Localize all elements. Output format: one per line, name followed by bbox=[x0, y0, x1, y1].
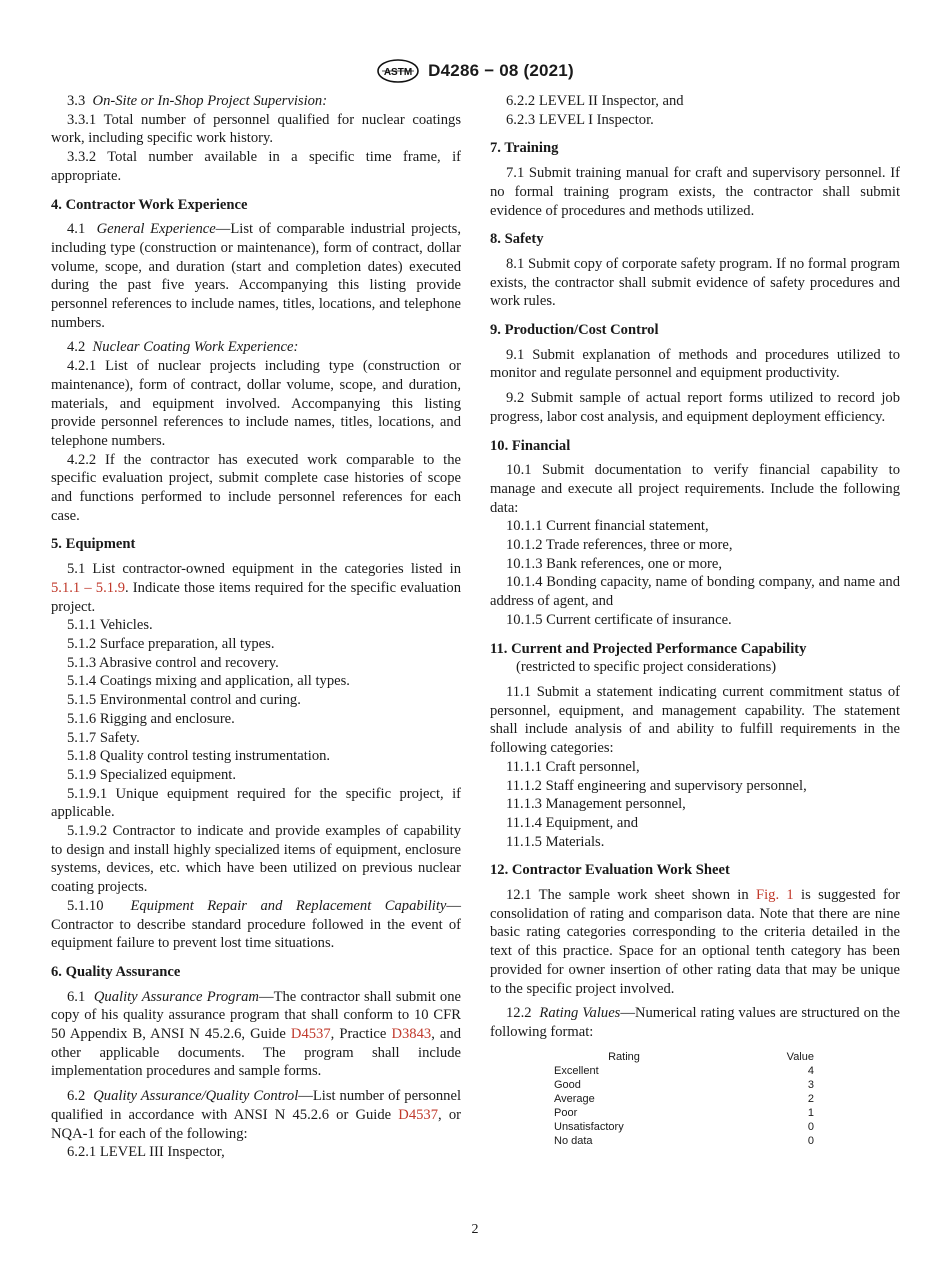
list-item: 5.1.2 Surface preparation, all types. bbox=[67, 635, 275, 652]
rating-cell: No data bbox=[554, 1134, 593, 1147]
section-9-1: 9.1 Submit explanation of methods and procedures utilized to monitor and regulate personnel and equipment productivity. bbox=[490, 346, 900, 382]
section-5-1: 5.1 List contractor-owned equipment in the categories listed in 5.1.1 – 5.1.9. Indicate those items required for the specific evaluation project. bbox=[51, 561, 461, 615]
table-row bbox=[554, 1092, 814, 1106]
section-6-2-2: 6.2.2 LEVEL II Inspector, and bbox=[506, 93, 684, 109]
table-row bbox=[554, 1134, 814, 1148]
section-3-3-2: 3.3.2 Total number available in a specific time frame, if appropriate. bbox=[51, 149, 461, 184]
list-item: 11.1.5 Materials. bbox=[506, 833, 605, 850]
section-10-1-5: 10.1.5 Current certificate of insurance. bbox=[506, 611, 732, 628]
heading-section-4: 4. Contractor Work Experience bbox=[51, 196, 248, 213]
list-item: 10.1.3 Bank references, one or more, bbox=[506, 555, 722, 572]
list-item: 5.1.1 Vehicles. bbox=[67, 617, 153, 634]
link-5-1-1-to-5-1-9[interactable]: 5.1.1 – 5.1.9 bbox=[51, 579, 125, 596]
right-column bbox=[490, 92, 900, 1148]
value-cell: 2 bbox=[807, 1092, 814, 1105]
section-10-1: 10.1 Submit documentation to verify financial capability to manage and execute all project requirements. Include the following data: bbox=[490, 462, 900, 516]
table-row bbox=[554, 1106, 814, 1120]
section-9-2: 9.2 Submit sample of actual report forms utilized to record job progress, labor cost analysis, and equipment deployment efficiency. bbox=[490, 390, 900, 425]
value-cell: 4 bbox=[807, 1064, 814, 1077]
list-item: 11.1.1 Craft personnel, bbox=[506, 758, 640, 775]
link-d4537[interactable]: D4537 bbox=[398, 1106, 439, 1123]
section-4-2: 4.2 Nuclear Coating Work Experience: bbox=[67, 339, 299, 356]
value-cell: 1 bbox=[807, 1106, 814, 1119]
heading-section-9: 9. Production/Cost Control bbox=[490, 322, 659, 339]
section-7-1: 7.1 Submit training manual for craft and supervisory personnel. If no formal training program exists, the contractor shall submit evidence of procedures and methods utilized. bbox=[490, 165, 900, 219]
value-cell: 0 bbox=[807, 1120, 814, 1133]
section-4-1: 4.1 General Experience—List of comparable industrial projects, including type (construction or maintenance), form of contract, dollar volume, scope, and duration (start and completion dates) executed during the past five years. Accompanying this listing provide personnel references to include names, titles, locations, and telephone numbers. bbox=[51, 221, 461, 331]
page-header bbox=[0, 58, 950, 84]
rating-cell: Poor bbox=[554, 1106, 578, 1119]
section-6-2-3: 6.2.3 LEVEL I Inspector. bbox=[506, 111, 654, 128]
list-item: 5.1.9 Specialized equipment. bbox=[67, 766, 236, 783]
list-item: 5.1.6 Rigging and enclosure. bbox=[67, 710, 235, 727]
value-cell: 0 bbox=[807, 1134, 814, 1147]
section-10-1-4: 10.1.4 Bonding capacity, name of bonding company, and name and address of agent, and bbox=[490, 574, 900, 610]
list-item: 10.1.2 Trade references, three or more, bbox=[506, 537, 733, 554]
list-item: 5.1.8 Quality control testing instrumentation. bbox=[67, 748, 331, 765]
value-cell: 3 bbox=[807, 1078, 814, 1091]
list-item: 11.1.3 Management personnel, bbox=[506, 796, 686, 813]
rating-cell: Good bbox=[554, 1078, 581, 1091]
section-12-2: 12.2 Rating Values—Numerical rating values are structured on the following format: bbox=[490, 1005, 901, 1040]
section-6-2-1: 6.2.1 LEVEL III Inspector, bbox=[67, 1144, 225, 1161]
heading-section-11: 11. Current and Projected Performance Capability bbox=[490, 640, 807, 657]
table-row bbox=[554, 1078, 814, 1092]
link-d3843[interactable]: D3843 bbox=[391, 1026, 432, 1043]
section-11-1: 11.1 Submit a statement indicating current commitment status of personnel, equipment, and management capability. The statement shall include analysis of and ability to fulfill requirements in the following categories: bbox=[490, 683, 900, 757]
section-5-1-9-2: 5.1.9.2 Contractor to indicate and provide examples of capability to design and install highly specialized items of equipment, enclosure systems, devices, etc. which have been utilized on previous nuclear coating projects. bbox=[51, 823, 461, 896]
section-6-1: 6.1 Quality Assurance Program—The contractor shall submit one copy of his quality assurance program that shall conform to 10 CFR 50 Appendix B, ANSI N 45.2.6, Guide D4537, Practice D3843, and other applicable documents. The program shall include implementation procedures and sample forms. bbox=[51, 988, 461, 1080]
list-item: 11.1.2 Staff engineering and supervisory personnel, bbox=[506, 777, 807, 794]
rating-values-table bbox=[554, 1050, 814, 1148]
table-header-row bbox=[554, 1050, 814, 1064]
list-item: 5.1.4 Coatings mixing and application, all types. bbox=[67, 673, 350, 690]
heading-section-6: 6. Quality Assurance bbox=[51, 963, 181, 980]
section-4-2-2: 4.2.2 If the contractor has executed work comparable to the specific evaluation project, submit complete case histories of scope and functions performed to include personnel references for each case. bbox=[51, 451, 461, 524]
section-5-1-9-1: 5.1.9.1 Unique equipment required for the specific project, if applicable. bbox=[51, 785, 461, 821]
page-number: 2 bbox=[471, 1222, 479, 1237]
section-4-2-1: 4.2.1 List of nuclear projects including type (construction or maintenance), form of contract, dollar volume, scope, and duration, materials, and equipment involved. Accompanying this listing provide personnel references to include names, titles, locations, and telephone numbers. bbox=[51, 358, 461, 449]
list-item: 5.1.3 Abrasive control and recovery. bbox=[67, 654, 279, 671]
section-12-1: 12.1 The sample work sheet shown in Fig. 1 is suggested for consolidation of rating and comparison data. Note that there are nine basic rating categories corresponding to the criteria detailed in the text of this practice. Space for an optional tenth category has been provided for owner insertion of other rating data that may be unique to the specific project involved. bbox=[490, 887, 900, 997]
list-item: 10.1.1 Current financial statement, bbox=[506, 518, 709, 535]
heading-section-10: 10. Financial bbox=[490, 437, 571, 454]
heading-section-5: 5. Equipment bbox=[51, 536, 136, 553]
heading-section-11-subtitle: (restricted to specific project considerations) bbox=[516, 659, 777, 676]
column-header-rating: Rating bbox=[608, 1050, 640, 1063]
rating-cell: Excellent bbox=[554, 1064, 599, 1077]
section-8-1: 8.1 Submit copy of corporate safety program. If no formal program exists, the contractor shall submit evidence of safety procedures and work rules. bbox=[490, 255, 900, 310]
link-fig-1[interactable]: Fig. 1 bbox=[755, 887, 794, 904]
table-row bbox=[554, 1064, 814, 1078]
rating-cell: Unsatisfactory bbox=[554, 1120, 624, 1133]
list-item: 5.1.7 Safety. bbox=[67, 729, 140, 746]
column-header-value: Value bbox=[786, 1050, 814, 1063]
section-3-3-1: 3.3.1 Total number of personnel qualified for nuclear coatings work, including specific work history. bbox=[51, 111, 461, 147]
list-item: 11.1.4 Equipment, and bbox=[506, 814, 638, 831]
section-3-3: 3.3 On-Site or In-Shop Project Supervision: bbox=[67, 93, 328, 109]
document-designation: D4286 − 08 (2021) bbox=[428, 61, 574, 80]
rating-cell: Average bbox=[554, 1092, 595, 1105]
section-6-2: 6.2 Quality Assurance/Quality Control—List number of personnel qualified in accordance with ANSI N 45.2.6 or Guide D4537, or NQA-1 for each of the following: bbox=[51, 1088, 462, 1142]
heading-section-7: 7. Training bbox=[490, 140, 559, 157]
link-d4537[interactable]: D4537 bbox=[290, 1026, 331, 1043]
list-item: 5.1.5 Environmental control and curing. bbox=[67, 692, 301, 709]
section-5-1-10: 5.1.10 Equipment Repair and Replacement Capability—Contractor to describe standard procedure followed in the event of equipment failure to prevent lost time situations. bbox=[51, 897, 461, 952]
table-row bbox=[554, 1120, 814, 1134]
heading-section-12: 12. Contractor Evaluation Work Sheet bbox=[490, 862, 730, 879]
left-column bbox=[51, 92, 461, 1162]
astm-logo-icon bbox=[376, 58, 420, 84]
heading-section-8: 8. Safety bbox=[490, 231, 544, 248]
svg-text:ASTM: ASTM bbox=[384, 67, 413, 78]
